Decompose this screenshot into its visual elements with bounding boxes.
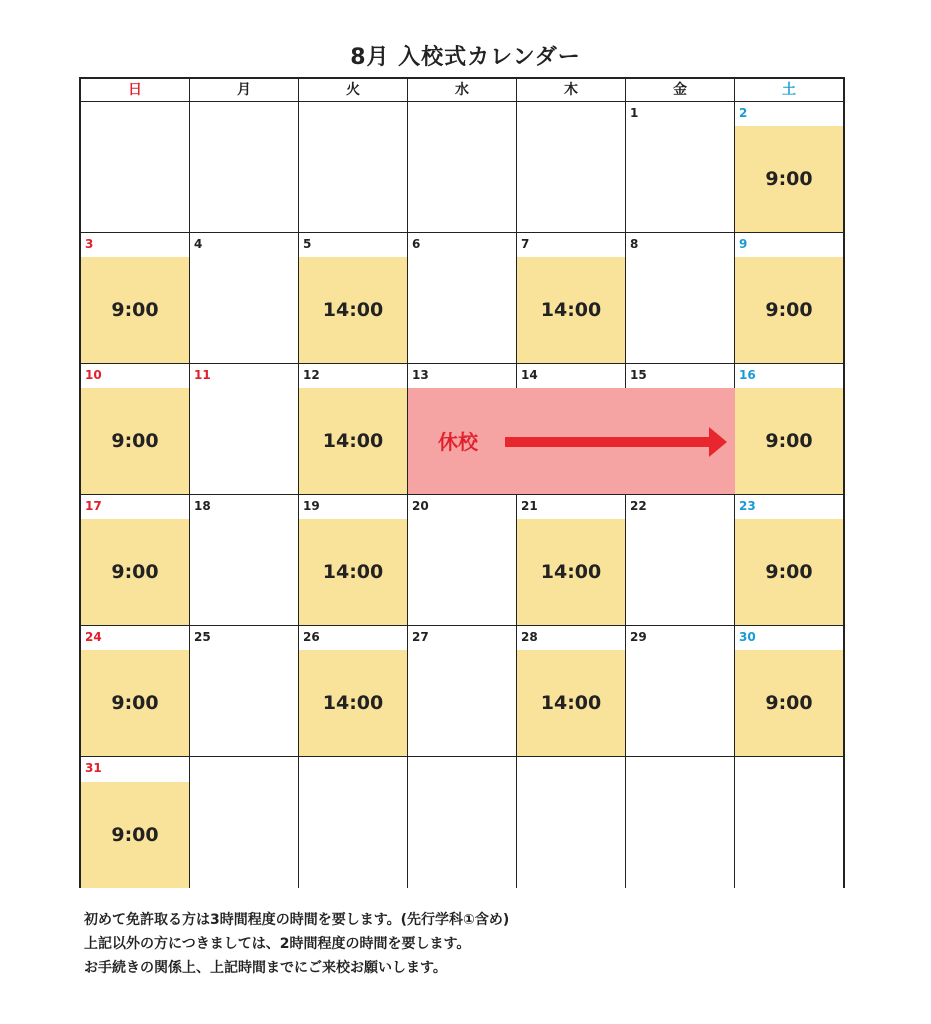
day-cell <box>81 757 190 888</box>
day-number: 5 <box>303 237 312 251</box>
day-number: 23 <box>739 499 756 513</box>
empty-cell <box>81 102 190 233</box>
day-number: 9 <box>739 237 748 251</box>
day-cell <box>735 102 843 233</box>
empty-cell <box>190 102 299 233</box>
session-time: 14:00 <box>517 650 625 756</box>
session-time: 14:00 <box>517 519 625 625</box>
day-number: 27 <box>412 630 429 644</box>
weekday-header: 火 <box>299 79 408 102</box>
day-cell <box>190 233 299 364</box>
session-time: 9:00 <box>81 782 189 888</box>
day-cell <box>81 495 190 626</box>
day-number: 25 <box>194 630 211 644</box>
day-cell <box>299 233 408 364</box>
day-cell <box>299 364 408 495</box>
session-time: 14:00 <box>517 257 625 363</box>
session-time: 14:00 <box>299 388 407 494</box>
empty-cell <box>517 757 626 888</box>
note-line: お手続きの関係上、上記時間までにご来校お願いします。 <box>84 960 447 976</box>
day-cell <box>626 233 735 364</box>
day-cell <box>190 495 299 626</box>
day-number: 4 <box>194 237 203 251</box>
empty-cell <box>190 757 299 888</box>
arrow-right-icon <box>505 426 727 458</box>
day-cell <box>81 626 190 757</box>
session-time: 9:00 <box>81 519 189 625</box>
day-number: 15 <box>630 368 647 382</box>
empty-cell <box>626 757 735 888</box>
day-cell <box>626 495 735 626</box>
session-time: 9:00 <box>81 257 189 363</box>
day-cell <box>735 364 843 495</box>
page-title: 8月 入校式カレンダー <box>350 45 581 70</box>
weekday-header: 月 <box>190 79 299 102</box>
day-number: 10 <box>85 368 102 382</box>
empty-cell <box>299 102 408 233</box>
day-number: 11 <box>194 368 211 382</box>
session-time: 9:00 <box>81 650 189 756</box>
day-number: 18 <box>194 499 211 513</box>
empty-cell <box>517 102 626 233</box>
session-time: 9:00 <box>735 650 843 756</box>
session-time: 9:00 <box>735 126 843 232</box>
session-time: 9:00 <box>735 388 843 494</box>
day-cell <box>190 626 299 757</box>
weekday-header: 水 <box>408 79 517 102</box>
weekday-header: 日 <box>81 79 190 102</box>
day-cell <box>81 233 190 364</box>
day-number: 24 <box>85 630 102 644</box>
weekday-header: 木 <box>517 79 626 102</box>
day-number: 3 <box>85 237 94 251</box>
day-number: 17 <box>85 499 102 513</box>
empty-cell <box>408 757 517 888</box>
note-line: 上記以外の方につきましては、2時間程度の時間を要します。 <box>84 936 471 952</box>
day-cell <box>190 364 299 495</box>
empty-cell <box>408 102 517 233</box>
weekday-header: 土 <box>735 79 843 102</box>
day-cell <box>408 626 517 757</box>
day-number: 21 <box>521 499 538 513</box>
day-number: 31 <box>85 761 102 775</box>
day-number: 12 <box>303 368 320 382</box>
notes <box>84 908 509 980</box>
day-number: 6 <box>412 237 421 251</box>
day-cell <box>735 626 843 757</box>
day-number: 14 <box>521 368 538 382</box>
day-cell <box>517 626 626 757</box>
day-cell <box>517 233 626 364</box>
day-number: 22 <box>630 499 647 513</box>
day-cell <box>626 626 735 757</box>
day-number: 1 <box>630 106 639 120</box>
day-cell <box>408 233 517 364</box>
day-cell <box>299 495 408 626</box>
empty-cell <box>735 757 843 888</box>
day-cell <box>626 102 735 233</box>
day-cell <box>735 495 843 626</box>
day-number: 2 <box>739 106 748 120</box>
day-number: 20 <box>412 499 429 513</box>
session-time: 9:00 <box>735 257 843 363</box>
day-number: 26 <box>303 630 320 644</box>
day-cell <box>735 233 843 364</box>
session-time: 14:00 <box>299 519 407 625</box>
day-cell <box>299 626 408 757</box>
day-number: 7 <box>521 237 530 251</box>
day-number: 8 <box>630 237 639 251</box>
closed-label: 休校 <box>438 430 478 454</box>
day-cell <box>408 495 517 626</box>
day-number: 29 <box>630 630 647 644</box>
note-line: 初めて免許取る方は3時間程度の時間を要します。(先行学科①含め) <box>84 912 510 928</box>
day-number: 30 <box>739 630 756 644</box>
session-time: 9:00 <box>81 388 189 494</box>
day-number: 28 <box>521 630 538 644</box>
session-time: 14:00 <box>299 257 407 363</box>
weekday-header: 金 <box>626 79 735 102</box>
day-cell <box>517 495 626 626</box>
empty-cell <box>299 757 408 888</box>
day-cell <box>81 364 190 495</box>
calendar-grid <box>79 77 845 888</box>
day-number: 16 <box>739 368 756 382</box>
session-time: 9:00 <box>735 519 843 625</box>
session-time: 14:00 <box>299 650 407 756</box>
day-number: 19 <box>303 499 320 513</box>
day-number: 13 <box>412 368 429 382</box>
